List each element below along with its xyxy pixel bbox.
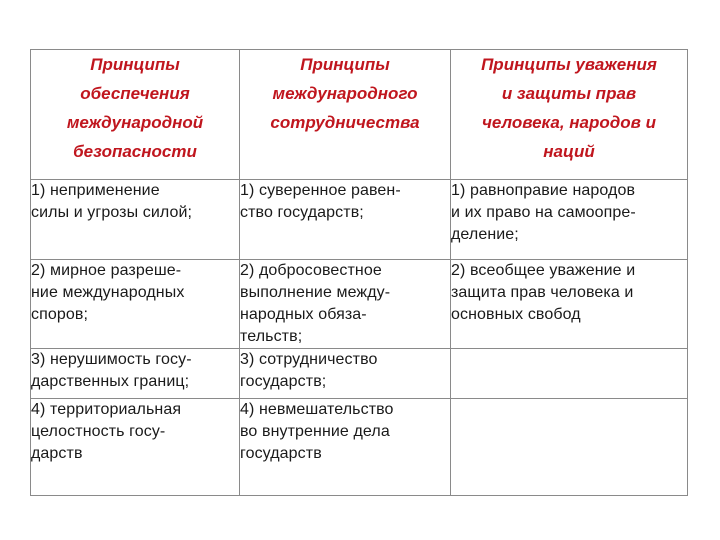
cell-line: ство государств; [240,204,364,221]
table-row [31,349,688,399]
cell-security [31,180,240,260]
cell-line: государств [240,445,322,462]
cell-line: основных свобод [451,306,581,323]
cell-security [31,349,240,399]
principles-table [30,49,688,496]
cell-line: силы и угрозы силой; [31,204,193,221]
cell-line: выполнение между- [240,284,391,301]
cell-rights [451,180,688,260]
cell-line: дарств [31,445,83,462]
cell-line: 1) неприменение [31,182,160,199]
cell-security [31,399,240,496]
table-row [31,260,688,349]
header-line: Принципы [90,55,180,74]
cell-line: и их право на самоопре- [451,204,636,221]
cell-line: народных обяза- [240,306,367,323]
header-line: и защиты прав [501,84,637,103]
cell-line: 2) всеобщее уважение и [451,262,636,279]
cell-line: ние международных [31,284,185,301]
cell-line: 1) равноправие народов [451,182,636,199]
cell-line: целостность госу- [31,423,166,440]
header-line: международного [272,84,418,103]
cell-cooperation [240,349,451,399]
header-line: Принципы [300,55,390,74]
cell-rights-empty [451,349,688,399]
cell-line: государств; [240,373,327,390]
cell-line: 3) сотрудничество [240,351,378,368]
cell-line: 1) суверенное равен- [240,182,401,199]
cell-rights-empty [451,399,688,496]
cell-line: 3) нерушимость госу- [31,351,192,368]
header-row [31,50,688,180]
cell-line: 2) добросовестное [240,262,382,279]
cell-line: тельств; [240,328,303,345]
header-line: Принципы уважения [481,55,657,74]
cell-cooperation [240,180,451,260]
cell-line: защита прав человека и [451,284,634,301]
header-line: наций [543,142,595,161]
header-line: международной [66,113,204,132]
cell-line: 2) мирное разреше- [31,262,182,279]
cell-rights [451,260,688,349]
cell-cooperation [240,260,451,349]
cell-line: 4) невмешательство [240,401,394,418]
header-cooperation [240,50,451,180]
header-line: безопасности [73,142,197,161]
table-row [31,180,688,260]
cell-cooperation [240,399,451,496]
header-line: обеспечения [80,84,190,103]
cell-line: дарственных границ; [31,373,190,390]
header-line: человека, народов и [481,113,657,132]
header-security [31,50,240,180]
cell-security [31,260,240,349]
cell-line: деление; [451,226,519,243]
table-row [31,399,688,496]
cell-line: 4) территориальная [31,401,182,418]
header-line: сотрудничества [270,113,420,132]
cell-line: споров; [31,306,89,323]
header-rights [451,50,688,180]
cell-line: во внутренние дела [240,423,390,440]
